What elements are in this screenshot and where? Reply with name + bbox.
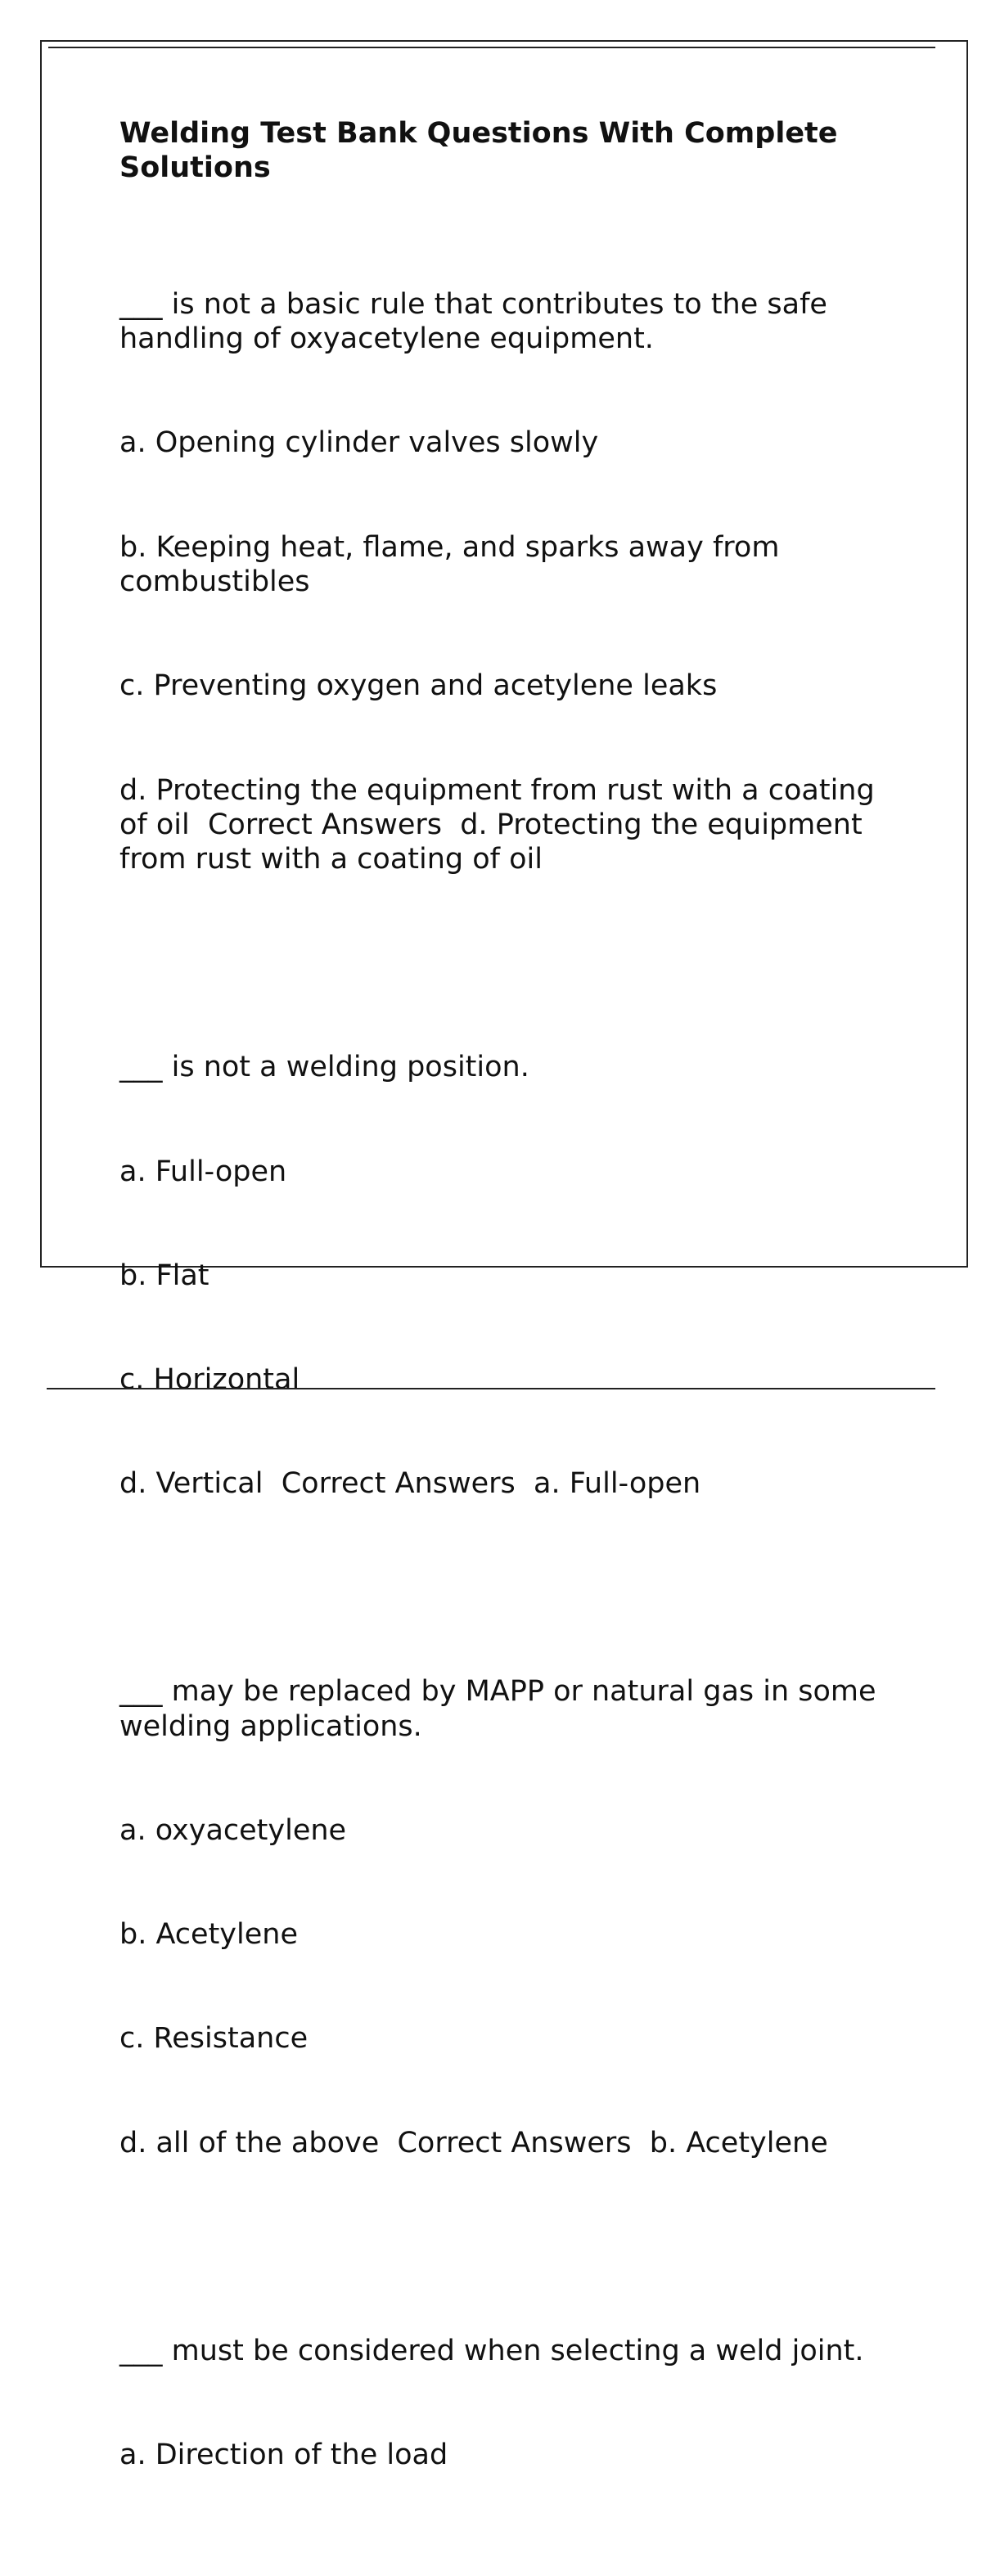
question-2 bbox=[119, 981, 897, 1571]
footer-rule bbox=[47, 1388, 935, 1389]
document-content bbox=[119, 116, 897, 2576]
question-2-option-a: a. Full-open bbox=[119, 1155, 287, 1188]
question-3-stem: ___ may be replaced by MAPP or natural gas in some welding applications. bbox=[119, 1675, 885, 1743]
question-4-stem: ___ must be considered when selecting a weld joint. bbox=[119, 2334, 864, 2367]
question-3-option-c: c. Resistance bbox=[119, 2022, 309, 2056]
question-1-option-c: c. Preventing oxygen and acetylene leaks bbox=[119, 669, 718, 703]
document-title: Welding Test Bank Questions With Complete Solutions bbox=[119, 117, 838, 184]
question-4-option-a: a. Direction of the load bbox=[119, 2438, 448, 2471]
question-1-option-b: b. Keeping heat, flame, and sparks away from combustibles bbox=[119, 530, 789, 599]
question-2-option-c: c. Horizontal bbox=[119, 1363, 300, 1396]
question-4 bbox=[119, 2264, 897, 2542]
question-1-option-d-answer: d. Protecting the equipment from rust with a coating of oil Correct Answers d. Protecting the equipment from rust with a coating of oil bbox=[119, 773, 884, 876]
question-1-option-a: a. Opening cylinder valves slowly bbox=[119, 426, 599, 460]
question-3 bbox=[119, 1605, 897, 2229]
header-rule bbox=[48, 47, 935, 48]
question-2-option-b: b. Flat bbox=[119, 1259, 209, 1292]
question-3-option-b: b. Acetylene bbox=[119, 1918, 298, 1952]
question-2-option-d-answer: d. Vertical Correct Answers a. Full-open bbox=[119, 1467, 701, 1501]
question-1-stem: ___ is not a basic rule that contributes to the safe handling of oxyacetylene equipment. bbox=[119, 287, 837, 356]
question-2-stem: ___ is not a welding position. bbox=[119, 1051, 529, 1084]
question-3-option-a: a. oxyacetylene bbox=[119, 1813, 347, 1847]
question-3-option-d-answer: d. all of the above Correct Answers b. Acetylene bbox=[119, 2126, 828, 2159]
question-1 bbox=[119, 218, 897, 947]
